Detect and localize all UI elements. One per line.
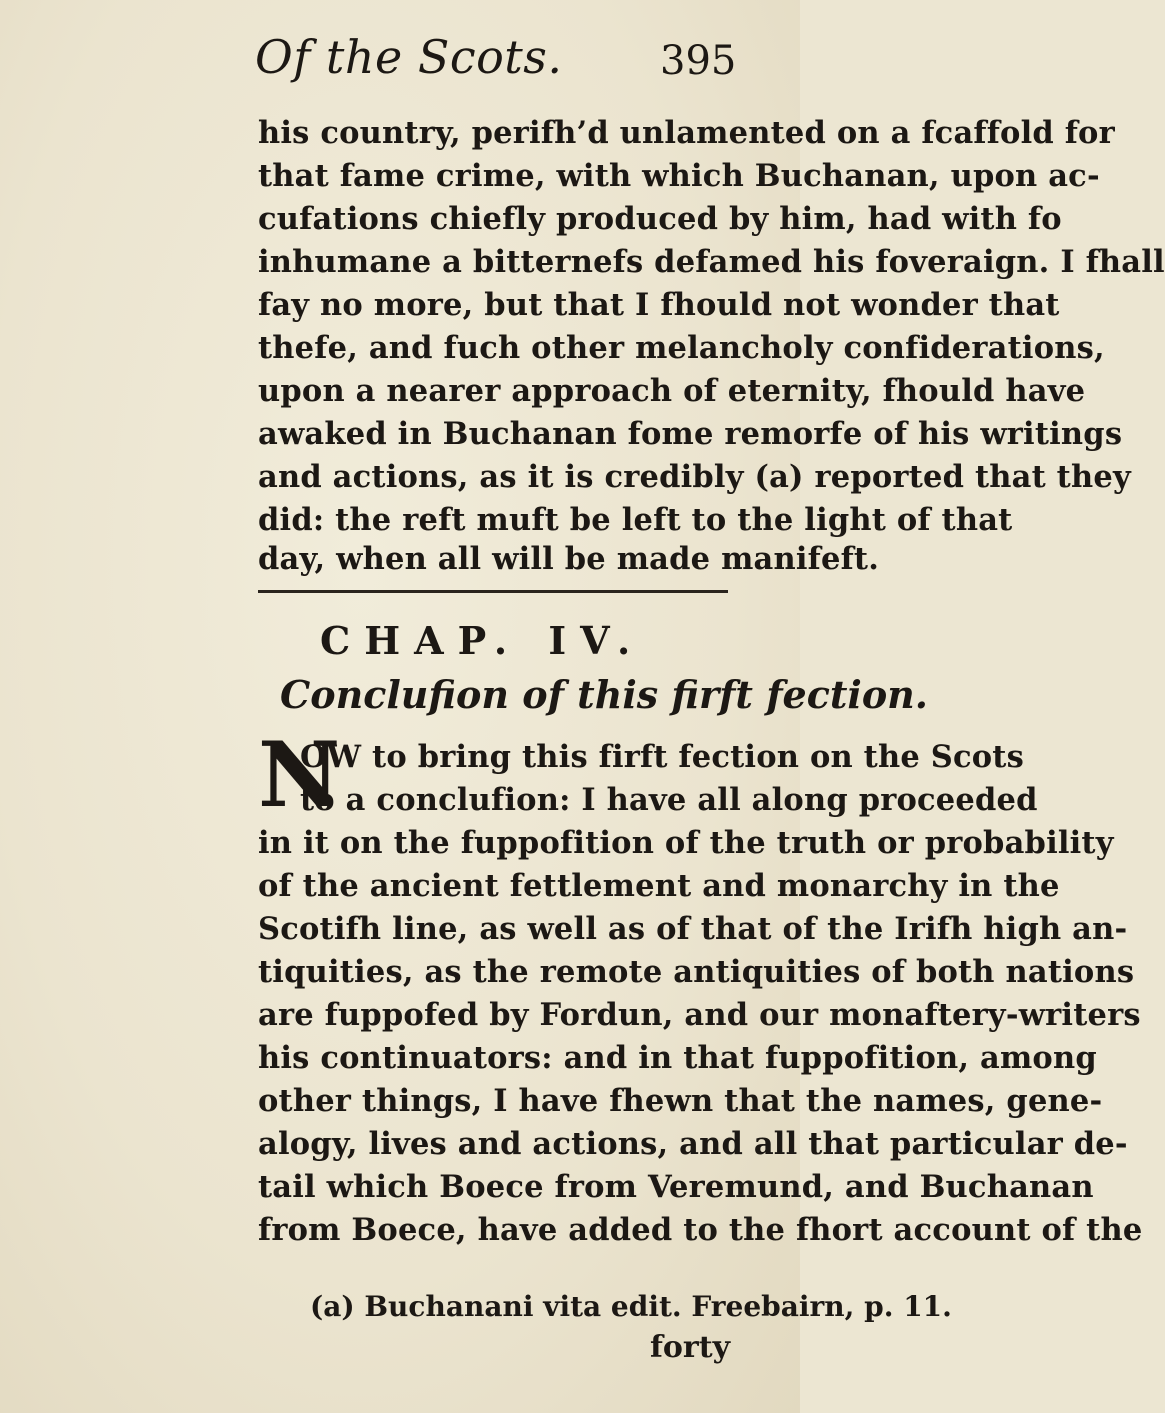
text-line: in it on the fuppofition of the truth or probability (258, 825, 1114, 861)
text-line: his country, perifh’d unlamented on a fcaffold for (258, 115, 1115, 151)
footnote: (a) Buchanani vita edit. Freebairn, p. 11. (310, 1290, 952, 1323)
catchword: forty (650, 1330, 731, 1365)
page-number: 395 (660, 38, 737, 84)
text-line: did: the reft muft be left to the light of that (258, 502, 1013, 538)
text-line: that fame crime, with which Buchanan, upon ac- (258, 158, 1100, 194)
text-line: alogy, lives and actions, and all that particular de- (258, 1126, 1128, 1162)
text-line: tiquities, as the remote antiquities of both nations (258, 954, 1135, 990)
text-line: cufations chiefly produced by him, had with fo (258, 201, 1062, 237)
running-title: Of the Scots. (255, 30, 563, 84)
chapter-heading: CHAP. IV. (320, 618, 645, 663)
text-line: fay no more, but that I fhould not wonder that (258, 287, 1060, 323)
text-line: to a conclufion: I have all along proceeded (300, 782, 1038, 818)
text-line: OW to bring this firft fection on the Scots (300, 739, 1024, 775)
text-line: of the ancient fettlement and monarchy in the (258, 868, 1060, 904)
section-title: Conclufion of this firft fection. (280, 672, 929, 717)
text-line: are fuppofed by Fordun, and our monaftery-writers (258, 997, 1141, 1033)
text-line: day, when all will be made manifeft. (258, 541, 880, 577)
text-line: his continuators: and in that fuppofition, among (258, 1040, 1097, 1076)
text-line: upon a nearer approach of eternity, fhould have (258, 373, 1086, 409)
text-line: inhumane a bitternefs defamed his foveraign. I fhall (258, 244, 1165, 280)
running-head (0, 22, 800, 82)
text-line: tail which Boece from Veremund, and Buchanan (258, 1169, 1094, 1205)
text-line: and actions, as it is credibly (a) reported that they (258, 459, 1131, 495)
section-rule (258, 590, 728, 593)
text-line: awaked in Buchanan fome remorfe of his writings (258, 416, 1123, 452)
text-line: Scotifh line, as well as of that of the Irifh high an- (258, 911, 1128, 947)
text-line: from Boece, have added to the fhort account of the (258, 1212, 1143, 1248)
text-line: thefe, and fuch other melancholy confiderations, (258, 330, 1105, 366)
drop-cap: N (258, 722, 341, 828)
text-line: other things, I have fhewn that the names, gene- (258, 1083, 1103, 1119)
